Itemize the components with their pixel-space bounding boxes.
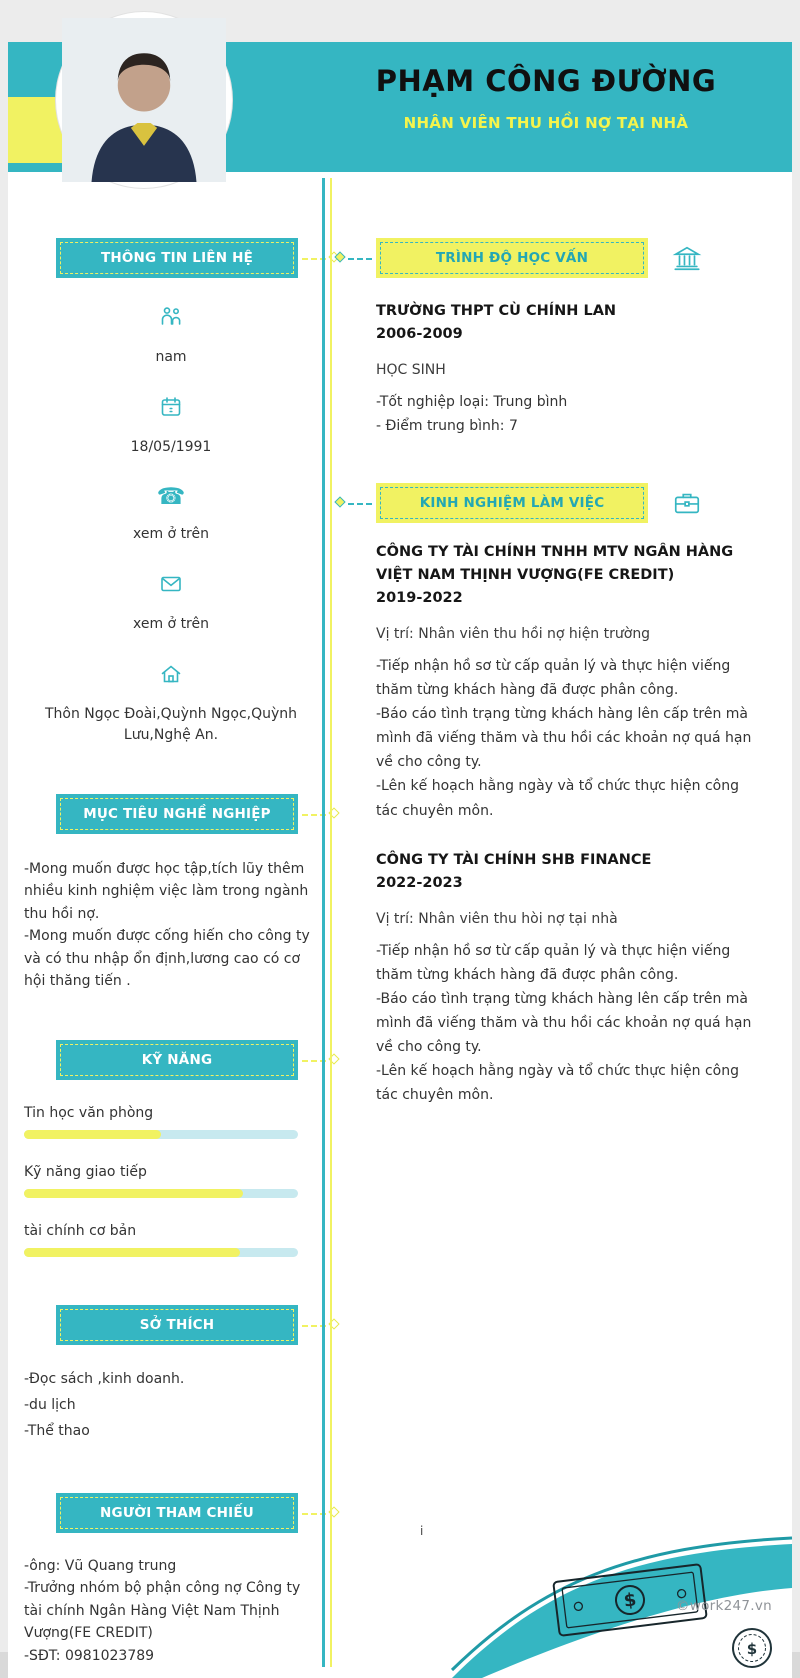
sidebar [8,172,318,1667]
contact-item [24,394,318,458]
section-header-education [376,238,648,278]
skill-label: Kỹ năng giao tiếp [24,1164,147,1181]
contact-value: nam [155,349,187,365]
experience-job [376,541,764,823]
watermark: ©work247.vn [675,1598,772,1614]
skill-item [24,1223,318,1257]
connector-line [348,503,372,505]
hobby-line: -du lịch [24,1397,76,1414]
detail-line: -Lên kế hoạch hằng ngày và tổ chức thực hiện công tác chuyên môn. [376,1063,740,1104]
objective-text [24,858,312,992]
person-silhouette-icon [62,18,226,182]
stray-mark: i [420,1524,424,1538]
section-title: KINH NGHIỆM LÀM VIỆC [380,487,644,519]
connector-diamond [334,496,345,507]
skill-label: Tin học văn phòng [24,1105,154,1122]
coin-icon [733,1629,771,1667]
section-title: TRÌNH ĐỘ HỌC VẤN [380,242,644,274]
detail-line: -Báo cáo tình trạng từng khách hàng lên cấp trên mà mình đã viếng thăm và thu hồi các khoản nợ quá hạn về cho công ty. [376,706,752,771]
detail-line: -Tiếp nhận hồ sơ từ cấp quản lý và thực hiện viếng thăm từng khách hàng đã được phân công. [376,943,731,984]
section-title: THÔNG TIN LIÊN HỆ [60,242,294,274]
section-header-experience [376,483,648,523]
section-title: NGƯỜI THAM CHIẾU [60,1497,294,1529]
skill-bar-fill [24,1189,243,1198]
header-band [8,42,792,172]
section-header-skills [56,1040,298,1080]
skill-bar-fill [24,1130,161,1139]
skill-item [24,1105,318,1139]
svg-text:$: $ [746,1640,758,1658]
skill-bar-fill [24,1248,240,1257]
phone-icon: ☎ [156,484,186,510]
skill-item [24,1164,318,1198]
detail-line: - Điểm trung bình: 7 [376,418,518,435]
skill-bar [24,1248,298,1257]
column-divider [318,172,336,1667]
main-content [336,172,792,1667]
detail-line: -Tốt nghiệp loại: Trung bình [376,394,568,411]
contact-item [24,304,318,368]
home-icon [159,661,183,687]
contact-value: xem ở trên [133,616,209,632]
contact-item [24,484,318,545]
contact-item [24,661,318,746]
svg-text:$: $ [622,1589,638,1612]
divider-yellow-line [330,178,332,1667]
company-name: CÔNG TY TÀI CHÍNH TNHH MTV NGÂN HÀNG VIỆT NAM THỊNH VƯỢNG(FE CREDIT) [376,543,734,583]
job-position: Vị trí: Nhân viên thu hòi nợ tại nhà [376,911,618,928]
section-header-experience-row [376,483,764,523]
reference-line: -ông: Vũ Quang trung [24,1558,177,1575]
section-title: SỞ THÍCH [60,1309,294,1341]
contact-item [24,571,318,635]
objective-line: -Mong muốn được cống hiến cho công ty và có thu nhập ổn định,lương cao có cơ hội thăng tiến . [24,928,310,989]
objective-line: -Mong muốn được học tập,tích lũy thêm nhiều kinh nghiệm việc làm trong ngành thu hồi nợ. [24,861,309,922]
reference-line: -SĐT: 0981023789 [24,1647,155,1664]
header-text [300,42,792,132]
candidate-name: PHẠM CÔNG ĐƯỜNG [375,64,717,98]
profile-photo [56,12,232,188]
section-header-hobbies [56,1305,298,1345]
hobbies-list [24,1367,312,1445]
contact-value: 18/05/1991 [130,439,212,455]
job-years: 2019-2022 [376,589,463,606]
job-details [376,654,760,823]
calendar-icon [159,394,183,420]
section-header-education-row [376,238,764,278]
references-list [24,1555,312,1667]
cv-page [8,42,792,1678]
education-years: 2006-2009 [376,326,463,343]
education-details [376,390,760,438]
skill-bar [24,1189,298,1198]
company-name: CÔNG TY TÀI CHÍNH SHB FINANCE [376,851,652,868]
content-columns [8,172,792,1667]
divider-teal-line [322,178,325,1667]
education-role: HỌC SINH [376,362,446,379]
mail-icon [159,571,183,597]
bank-icon [672,243,702,273]
detail-line: -Tiếp nhận hồ sơ từ cấp quản lý và thực hiện viếng thăm từng khách hàng đã được phân công. [376,658,731,699]
section-header-contact [56,238,298,278]
briefcase-icon [672,488,702,518]
contact-value: Thôn Ngọc Đoài,Quỳnh Ngọc,Quỳnh Lưu,Nghệ An. [44,706,298,743]
job-years: 2022-2023 [376,874,463,891]
contact-value: xem ở trên [133,526,209,542]
hobby-line: -Đọc sách ,kinh doanh. [24,1371,185,1388]
section-header-references [56,1493,298,1533]
hobby-line: -Thể thao [24,1423,90,1440]
section-header-objective [56,794,298,834]
detail-line: -Lên kế hoạch hằng ngày và tổ chức thực hiện công tác chuyên môn. [376,778,740,819]
skill-bar [24,1130,298,1139]
job-title: NHÂN VIÊN THU HỒI NỢ TẠI NHÀ [403,114,689,132]
reference-line: -Trưởng nhóm bộ phận công nợ Công ty tài chính Ngân Hàng Việt Nam Thịnh Vượng(FE CREDIT) [24,1580,301,1642]
school-name: TRƯỜNG THPT CÙ CHÍNH LAN [376,303,617,319]
job-details [376,939,760,1108]
section-title: KỸ NĂNG [60,1044,294,1076]
job-position: Vị trí: Nhân viên thu hồi nợ hiện trường [376,626,651,643]
connector-line [348,258,372,260]
gender-icon [159,304,183,330]
detail-line: -Báo cáo tình trạng từng khách hàng lên cấp trên mà mình đã viếng thăm và thu hồi các khoản nợ quá hạn về cho công ty. [376,991,752,1056]
experience-job [376,849,764,1108]
skill-label: tài chính cơ bản [24,1223,137,1240]
section-title: MỤC TIÊU NGHỀ NGHIỆP [60,798,294,830]
profile-photo-image [62,18,226,182]
